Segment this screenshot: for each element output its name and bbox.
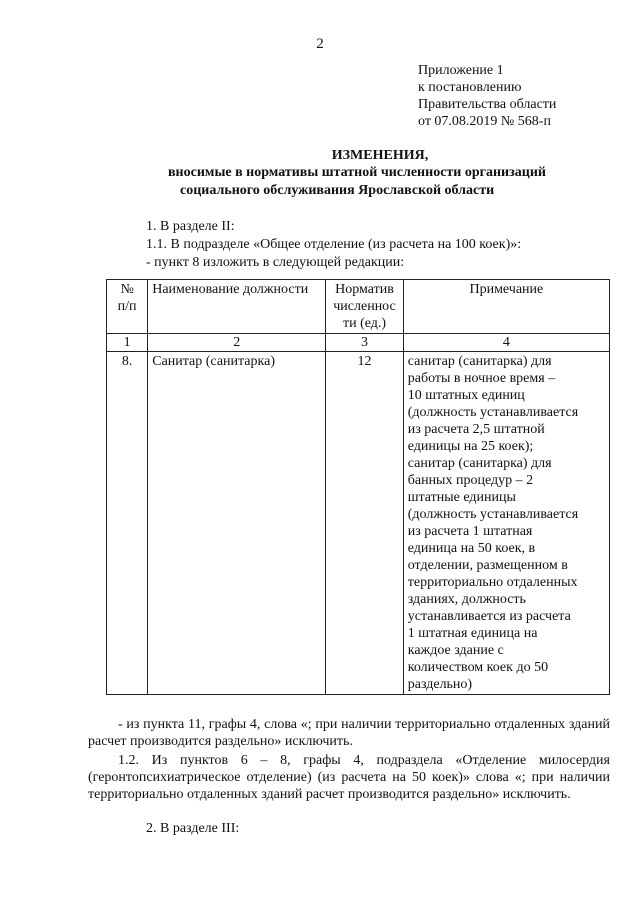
note-line: единицы на 25 коек); [407,439,534,454]
header-cell-note: Примечание [403,280,609,334]
note-line: (должность устанавливается [407,507,579,522]
row-norm: 12 [326,352,403,695]
note-line: единица на 50 коек, в [407,541,536,556]
row-position: Санитар (санитарка) [148,352,326,695]
note-line: отделении, размещенном в [407,558,568,573]
document-title: ИЗМЕНЕНИЯ, [331,148,429,163]
subsection-heading: 1.1. В подразделе «Общее отделение (из расчета на 100 коек)»: [146,237,522,252]
note-line: (должность устанавливается [407,405,579,420]
note-line: из расчета 1 штатная [407,524,533,539]
instruction-text: - пункт 8 изложить в следующей редакции: [146,255,405,270]
note-line: 1 штатная единица на [407,626,538,641]
section-heading: 1. В разделе II: [146,219,235,234]
header-cell-number: № п/п [107,280,148,334]
row-note [403,352,609,695]
annex-block [418,62,556,130]
document-subtitle-line2: социального обслуживания Ярославской области [180,183,495,198]
row-number: 8. [107,352,148,695]
paragraph-item11: - из пункта 11, графы 4, слова «; при наличии территориально отдаленных зданий расчет производится раздельно» исключить. [88,717,610,749]
annex-line: Приложение 1 [418,63,504,78]
note-line: из расчета 2,5 штатной [407,422,545,437]
table-row [107,352,610,695]
annex-line: от 07.08.2019 № 568-п [418,114,551,129]
header-cell-norm: Норматив численнос ти (ед.) [326,280,403,334]
note-line: устанавливается из расчета [407,609,571,624]
section-heading-3: 2. В разделе III: [146,821,240,836]
header-cell-position: Наименование должности [148,280,326,334]
document-subtitle-line1: вносимые в нормативы штатной численности организаций [168,165,546,180]
note-line: зданиях, должность [407,592,526,607]
staffing-table [106,279,610,695]
column-number-row [107,334,610,352]
paragraph-1-2: 1.2. Из пунктов 6 – 8, графы 4, подраздела «Отделение милосердия (геронтопсихиатрическое отделение) (из расчета на 50 коек)» слова «; при наличии территориально отдаленных зданий расчет производится раздельно» исключить. [88,753,610,802]
column-number: 4 [403,334,609,352]
note-line: санитар (санитарка) для [407,456,552,471]
column-number: 2 [148,334,326,352]
page-number: 2 [316,36,324,52]
annex-line: Правительства области [418,97,557,112]
note-line: санитар (санитарка) для [407,354,552,369]
note-line: 10 штатных единиц [407,388,525,403]
table-header-row [107,280,610,334]
note-line: штатные единицы [407,490,516,505]
note-line: работы в ночное время – [407,371,556,386]
note-line: банных процедур – 2 [407,473,534,488]
column-number: 3 [326,334,403,352]
note-line: количеством коек до 50 [407,660,549,675]
note-line: территориально отдаленных [407,575,578,590]
column-number: 1 [107,334,148,352]
note-line: раздельно) [407,677,473,692]
note-line: каждое здание с [407,643,504,658]
annex-line: к постановлению [418,80,522,95]
